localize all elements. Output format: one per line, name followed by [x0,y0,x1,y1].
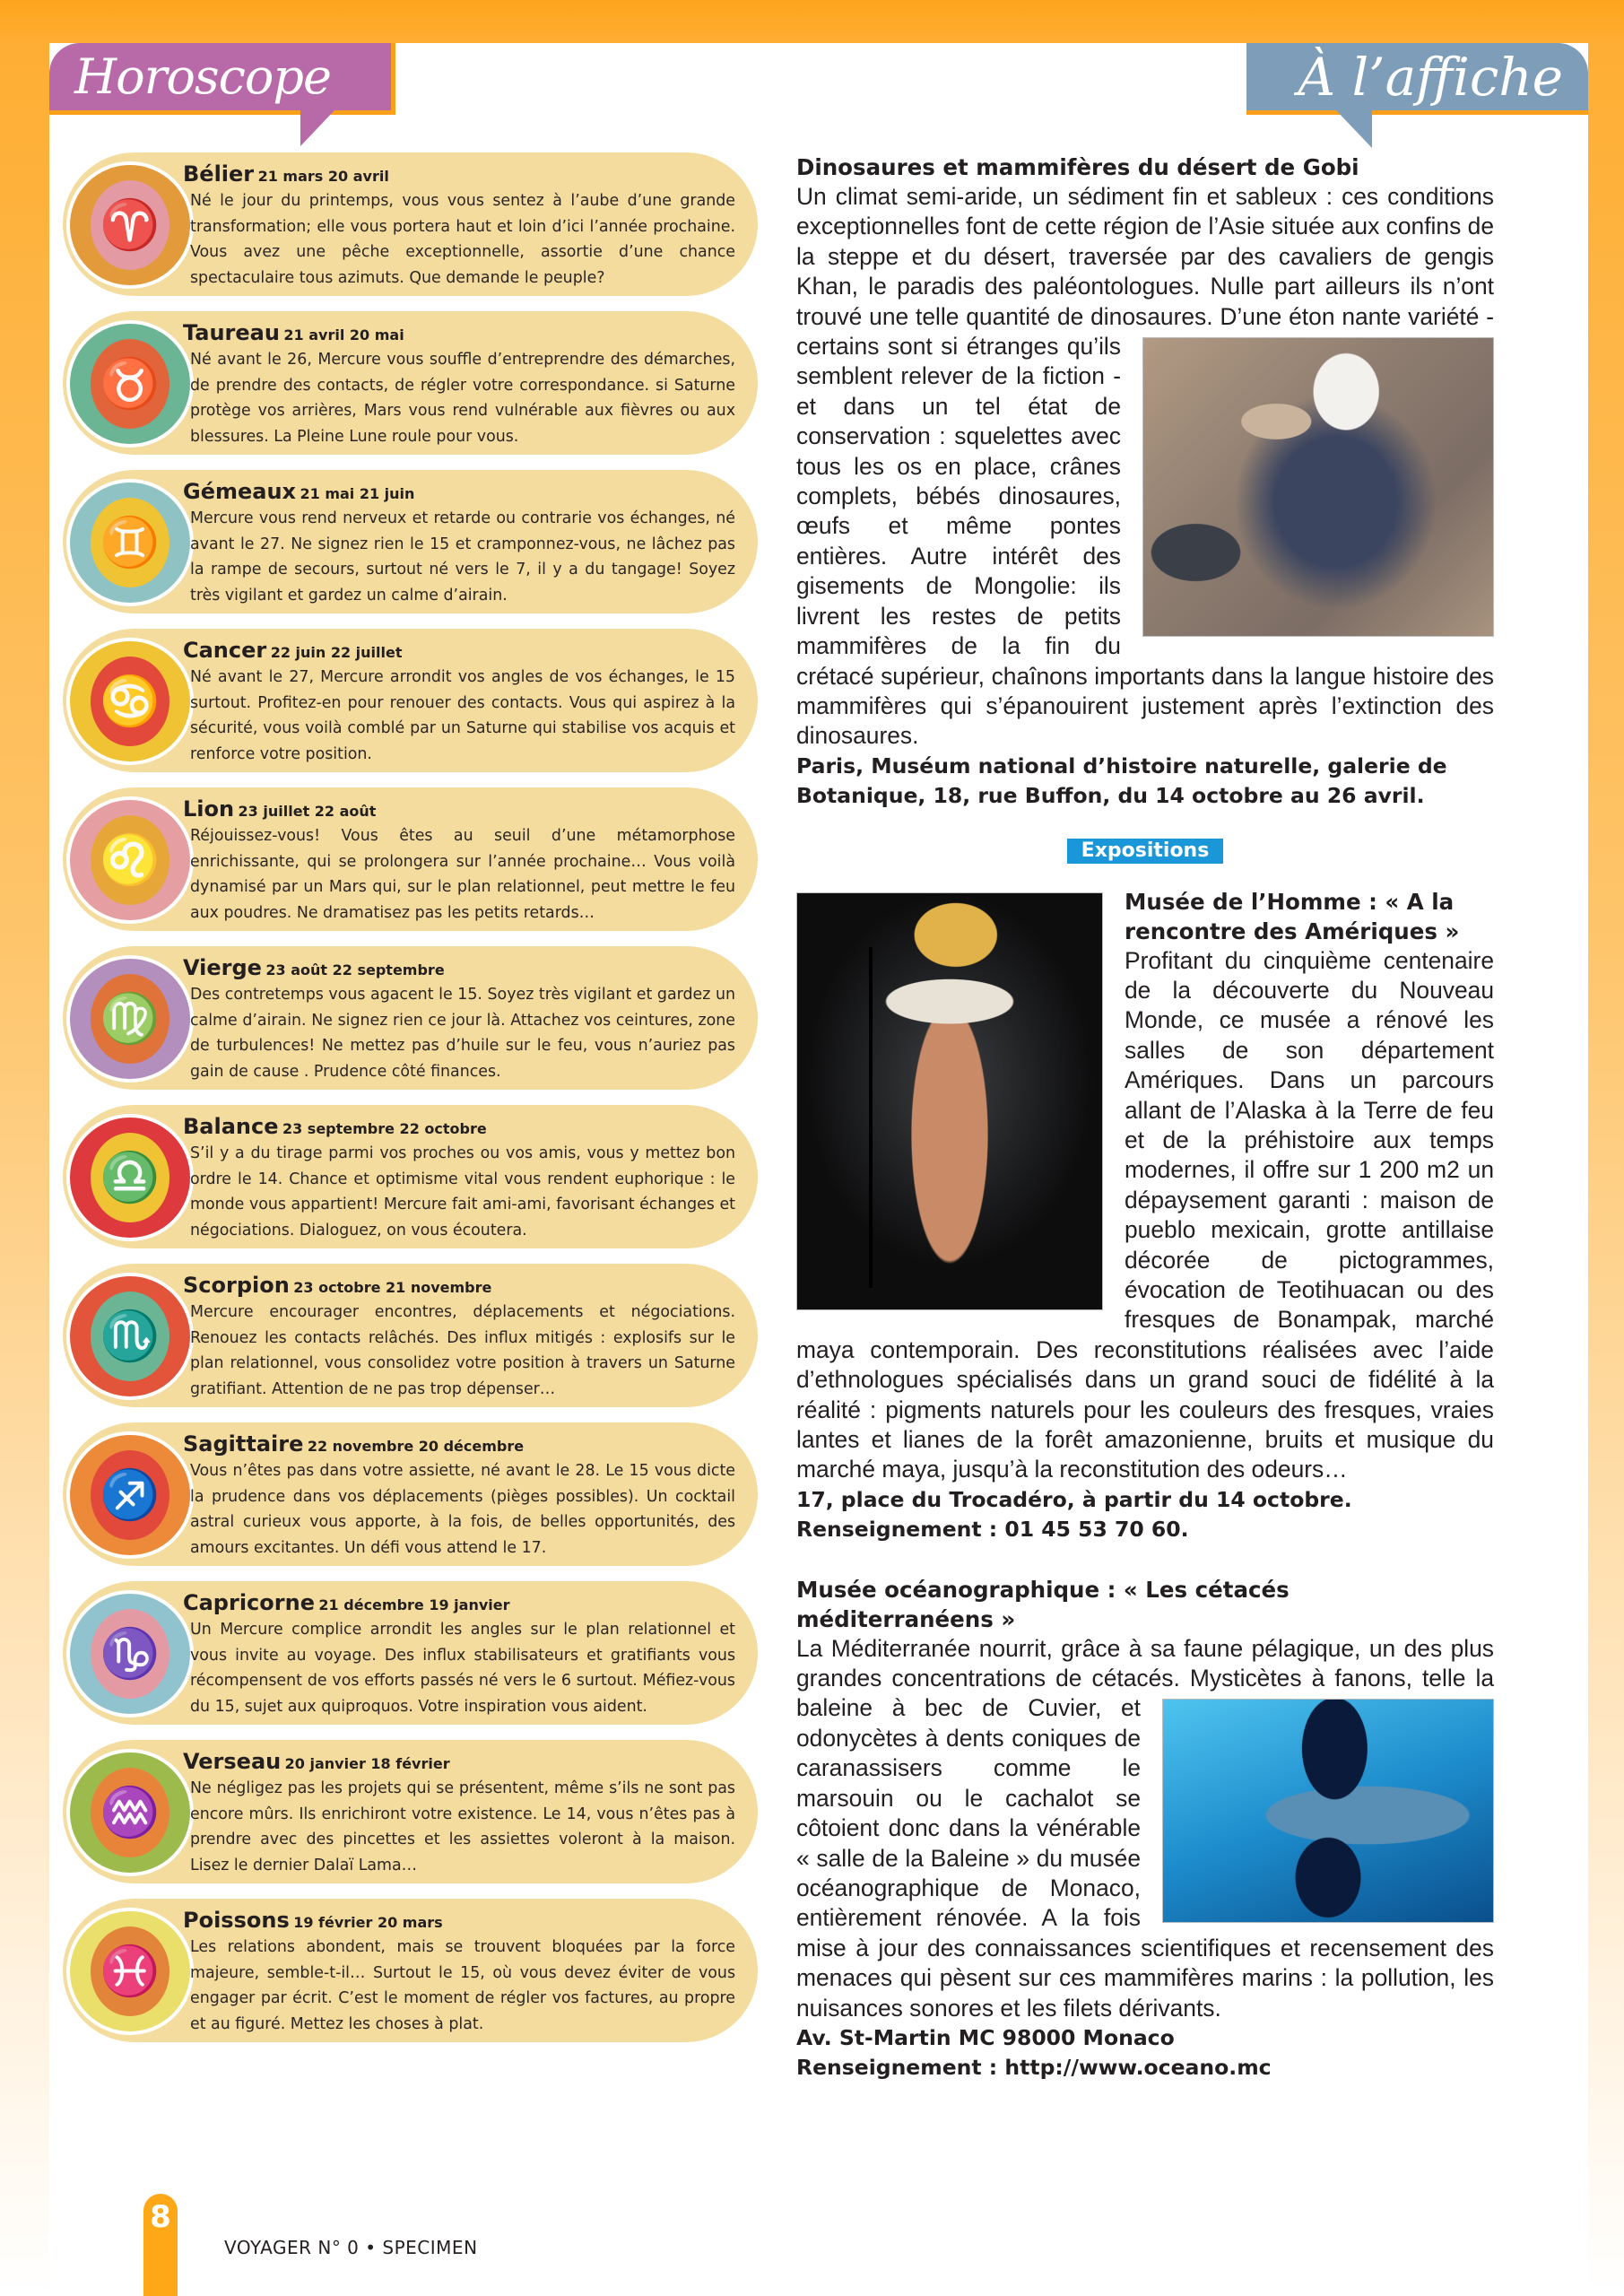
oceano-body-rest: la baleine à bec de Cuvier, et odonycètes à dents coniques de caranassisers comme le marsouin ou le cachalot se côtoient donc dans la vénérable « salle de la Baleine » du musée océanographique de Monaco, entièrement rénovée. A la fois mise à jour des connaissances scientifiques et recensement des menaces qui pèsent sur ces mammifères marins : la pollution, les nuisances sonores et les filets dérivants. [796,1665,1494,2022]
sign-dates: 20 janvier 18 février [284,1755,450,1772]
sign-heading [183,796,376,822]
sign-badge [66,796,194,924]
homme-body: Profitant du cinquième centenaire de la découverte du Nouveau Monde, ce musée a rénové les salles de son département Amériques. Dans un parcours allant de l’Alaska à la Terre de feu et de la préhistoire aux temps modernes, il offre sur 1 200 m2 un dépaysement garanti : maison de pueblo mexicain, grotte antillaise décorée de pictogrammes, évocation de Teotihuacan ou des fresques de Bonampak, marché maya contemporain. Des reconstitutions réalisées avec l’aide d’ethnologues spécialisés dans un grand souci de fidélité à la réalité : pigments naturels pour les couleurs des fresques, vraies lantes et lianes de la forêt amazonienne, bruits et musique du marché maya, jusqu’à la reconstitution des odeurs… [796,946,1494,1483]
sign-heading [183,955,445,980]
sign-badge [66,479,194,606]
oceano-article [796,1575,1494,2083]
sign-badge [66,1114,194,1241]
gobi-body-lead: Un climat semi-aride, un sédiment fin et sableux : ces conditions exceptionnelles font de cette région de l’Asie située aux confins de la steppe et du désert, traversée par des cavaliers de gengis Khan, le paradis des paléontologues. Nulle part ailleurs ils n’ont trouvé une telle quantité de dinosaures. D’une éton [796,183,1494,330]
sign-forecast: Réjouissez-vous! Vous êtes au seuil d’une métamorphose enrichissante, qui se prolongera sur l’année prochaine… Vous voilà dynamisé par un Mars qui, sur le plan relationnel, peut mettre le feu aux poudres. Ne dramatisez pas les petits retards… [190,827,735,922]
crab-icon [91,657,169,746]
horoscope-card [63,1264,758,1407]
sign-dates: 23 juillet 22 août [238,803,377,820]
sign-forecast: Né avant le 26, Mercure vous souffle d’entreprendre des démarches, de prendre des contacts, de régler votre correspondance. si Saturne protège vos arrières, Mars vous rend vulnérable aux fièvres ou aux blessures. La Pleine Lune roule pour vous. [190,351,735,446]
ram-icon [91,180,169,270]
homme-phone: Renseignement : 01 45 53 70 60. [796,1517,1189,1543]
sign-badge [66,320,194,448]
sign-dates: 22 novembre 20 décembre [307,1438,525,1455]
horoscope-card [63,152,758,296]
sign-name: Scorpion [183,1273,290,1298]
sign-forecast: Ne négligez pas les projets qui se présentent, même s’ils ne sont pas encore mûrs. Ils enrichiront votre existence. Le 14, vous n’êtes pas à prendre avec des pincettes et les assiettes voleront à la maison. Lisez le dernier Dalaï Lama… [190,1779,735,1874]
sign-glyph: ♓ [100,1944,161,1998]
sign-name: Gémeaux [183,479,297,504]
water-bearer-icon [91,1768,169,1857]
mayan-figure-photo [796,892,1103,1310]
sign-glyph: ♈ [100,198,161,252]
scorpion-icon [91,1292,169,1381]
horoscope-header [49,43,395,115]
bull-icon [91,339,169,429]
oceano-body-lead: La Méditerranée nourrit, grâce à sa faune pélagique, un des plus grandes concentrations de cétacés. Mysticètes à fanons, telle [796,1634,1494,1692]
sign-badge [66,1431,194,1559]
sign-heading [183,479,414,504]
sign-glyph: ♊ [100,516,161,570]
gobi-body-rest: nante variété - certains sont si étranges qu’ils semblent relever de la fiction - et dans un tel état de conservation : squelettes avec tous les os en place, crânes complets, bébés dinosaures, œufs et même pontes entières. Autre intérêt des gisements de Mongolie: ils livrent les restes de petits mammifères de la fin du crétacé supérieur, chaînons importants dans la langue histoire des mammifères qui s’épanouirent justement après l’extinction des dinosaures. [796,302,1494,750]
sign-heading [183,1590,510,1615]
horoscope-card [63,1422,758,1566]
sign-forecast: Vous n’êtes pas dans votre assiette, né avant le 28. Le 15 vous dicte la prudence dans vos déplacements (pièges possibles). Un cocktail astral curieux vous apporte, à la fois, de belles opportunités, des amours excitantes. Un défi vous attend le 17. [190,1462,735,1557]
sign-badge [66,1273,194,1400]
sign-dates: 23 octobre 21 novembre [293,1279,492,1296]
affiche-header-tail [1336,110,1372,148]
sign-glyph: ♋ [100,674,161,728]
sign-heading [183,1749,450,1774]
sign-forecast: Les relations abondent, mais se trouvent bloquées par la force majeure, semble-t-il… Surtout le 15, où vous devez éviter de vous engager par écrit. C’est le moment de régler vos factures, au propre et au figuré. Mettez les choses à plat. [190,1938,735,2033]
sign-glyph: ♌ [100,833,161,887]
oceano-body [796,1634,1494,2023]
horoscope-card [63,1740,758,1883]
oceano-website: Renseignement : http://www.oceano.mc [796,2055,1272,2081]
sign-badge [66,161,194,289]
homme-address: 17, place du Trocadéro, à partir du 14 octobre. [796,1486,1352,1512]
sign-glyph: ♏ [100,1309,161,1363]
gobi-info: Paris, Muséum national d’histoire naturelle, galerie de Botanique, 18, rue Buffon, du 14 octobre au 26 avril. [796,752,1447,809]
gobi-article [796,182,1494,752]
lion-icon [91,815,169,905]
sign-forecast: Des contretemps vous agacent le 15. Soyez très vigilant et gardez un calme d’airain. Ne signez rien ce jour là. Attachez vos ceintures, zone de turbulences! Ne mettez pas d’huile sur le feu, vous n’auriez pas gain de cause . Prudence côté finances. [190,986,735,1081]
sign-heading [183,161,389,187]
sign-forecast: Mercure encourager encontres, déplacements et négociations. Renouez les contacts relâchés. Des influx mitigés : explosifs sur le plan relationnel, vous consolidez votre position à travers un Saturne gratifiant. Attention de ne pas trop dépenser… [190,1303,735,1398]
horoscope-title: Horoscope [74,48,331,105]
horoscope-card [63,787,758,931]
sign-dates: 22 juin 22 juillet [270,644,403,661]
page-number: 8 [143,2194,178,2296]
oceano-address: Av. St-Martin MC 98000 Monaco [796,2024,1175,2050]
sign-dates: 19 février 20 mars [293,1914,443,1931]
sign-heading [183,1431,524,1457]
sign-name: Cancer [183,638,267,663]
sign-forecast: S’il y a du tirage parmi vos proches ou vos amis, vous y mettez bon ordre le 14. Chance et optimisme vital vous rendent euphorique : le monde vous appartient! Mercure fait ami-ami, favorisant échanges et négociations. Dialoguez, on vous écoutera. [190,1144,735,1239]
page-frame-left [0,43,49,2296]
gobi-title: Dinosaures et mammifères du désert de Gobi [796,154,1359,180]
sign-badge [66,955,194,1083]
affiche-column [796,152,1494,2083]
dinosaur-dig-photo [1142,337,1494,637]
oceano-title: Musée océanographique : « Les cétacés méditerranéens » [796,1576,1290,1632]
affiche-header [1246,43,1588,115]
sign-dates: 23 août 22 septembre [265,961,445,978]
sign-forecast: Un Mercure complice arrondit les angles sur le plan relationnel et vous invite au voyage. Des influx stabilisateurs et gratifiants vous récompensent de vos efforts passés né vers le 6 surtout. Méfiez-vous du 15, sujet aux quiproquos. Votre inspiration vous aident. [190,1621,735,1716]
sign-name: Balance [183,1114,279,1139]
sign-forecast: Né le jour du printemps, vous vous sentez à l’aube d’une grande transformation; elle vous portera haut et loin d’ici l’année prochaine. Vous avez une pêche exceptionnelle, assortie d’une chance spectaculaire tous azimuts. Que demande le peuple? [190,192,735,287]
archer-icon [91,1450,169,1540]
sign-dates: 23 septembre 22 octobre [282,1120,487,1137]
sign-badge [66,638,194,765]
horoscope-card [63,1581,758,1725]
sign-forecast: Mercure vous rend nerveux et retarde ou contrarie vos échanges, né avant le 27. Ne signez rien le 15 et cramponnez-vous, ne lâchez pas la rampe de secours, surtout né vers le 7, il y a du tangage! Soyez très vigilant et gardez un calme d’airain. [190,509,735,604]
sign-name: Vierge [183,955,262,980]
sign-name: Taureau [183,320,280,345]
horoscope-card [63,1899,758,2042]
horoscope-card [63,629,758,772]
sign-name: Bélier [183,161,255,187]
sign-heading [183,1114,487,1139]
homme-title: Musée de l’Homme : « A la rencontre des Amériques » [1125,888,1460,944]
horoscope-list [63,152,758,2057]
fish-icon [91,1926,169,2016]
sign-heading [183,1908,443,1933]
horoscope-card [63,1105,758,1248]
sign-heading [183,638,403,663]
sign-name: Sagittaire [183,1431,304,1457]
sign-name: Poissons [183,1908,290,1933]
sign-glyph: ♐ [100,1468,161,1522]
sign-dates: 21 avril 20 mai [283,326,404,344]
sign-heading [183,320,404,345]
sign-dates: 21 mars 20 avril [257,168,389,185]
sign-glyph: ♍ [100,992,161,1046]
goat-icon [91,1609,169,1699]
sign-forecast: Né avant le 27, Mercure arrondit vos angles de vos échanges, le 15 surtout. Profitez-en pour renouer des contacts. Vous qui aspirez à la sécurité, vous voilà comblé par un Saturne qui stabilise vos acquis et renforce votre position. [190,668,735,763]
sign-badge [66,1908,194,2035]
expositions-tag: Expositions [1067,839,1224,864]
sign-glyph: ♎ [100,1151,161,1205]
sign-name: Verseau [183,1749,282,1774]
sign-dates: 21 mai 21 juin [300,485,415,502]
twins-icon [91,498,169,587]
footer-text: VOYAGER N° 0 • SPECIMEN [224,2237,478,2258]
sign-badge [66,1590,194,1718]
whale-photo [1162,1699,1494,1923]
horoscope-card [63,311,758,455]
virgin-icon [91,974,169,1064]
page-frame-top [0,0,1624,43]
sign-name: Lion [183,796,235,822]
sign-heading [183,1273,491,1298]
sign-glyph: ♉ [100,357,161,411]
affiche-title: À l’affiche [1298,47,1563,108]
horoscope-card [63,470,758,613]
page-frame-right [1588,43,1624,2296]
sign-glyph: ♑ [100,1627,161,1681]
horoscope-header-tail [300,110,334,146]
sign-dates: 21 décembre 19 janvier [318,1596,510,1613]
horoscope-card [63,946,758,1090]
sign-name: Capricorne [183,1590,315,1615]
homme-article [796,887,1494,1545]
scales-icon [91,1133,169,1222]
sign-badge [66,1749,194,1876]
sign-glyph: ♒ [100,1786,161,1839]
